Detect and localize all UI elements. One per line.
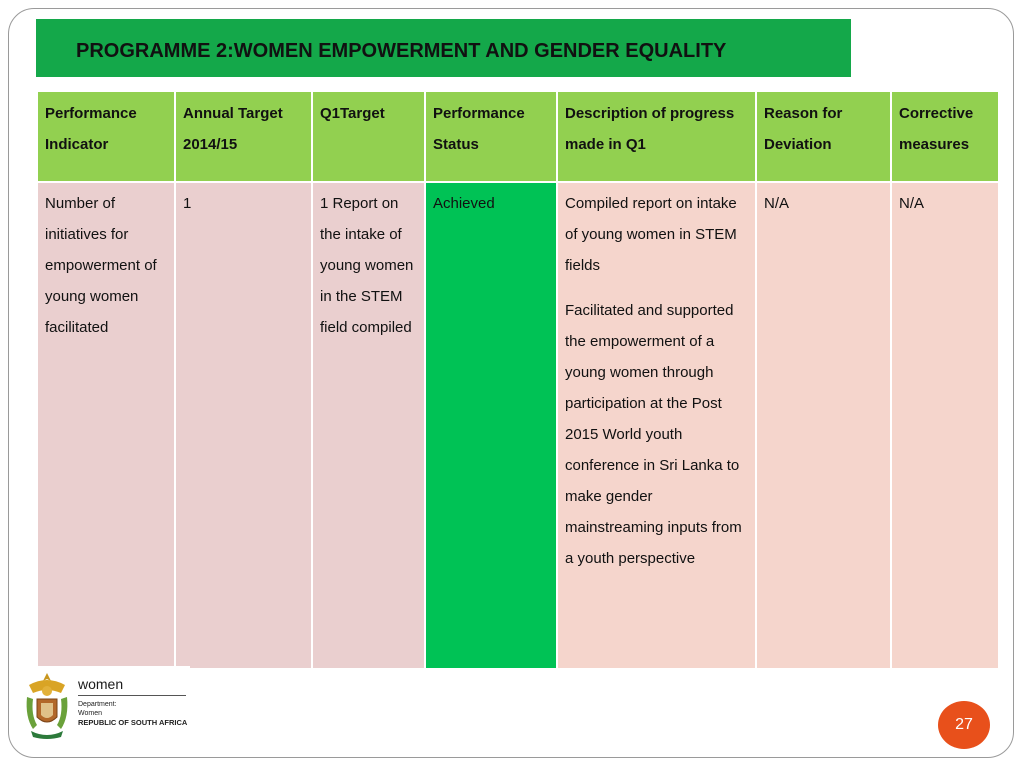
- progress-paragraph-1: Compiled report on intake of young women in STEM fields: [565, 195, 737, 274]
- logo-country: REPUBLIC OF SOUTH AFRICA: [78, 718, 188, 727]
- header-q1-target: Q1Target: [312, 91, 425, 182]
- progress-paragraph-2: Facilitated and supported the empowerment of a young women through participation at the Post 2015 World youth conference in Sri Lanka to make gender mainstreaming inputs from a youth perspective: [565, 302, 742, 567]
- logo-divider: [78, 695, 186, 696]
- cell-corrective-measures: N/A: [891, 182, 999, 669]
- cell-status: Achieved: [425, 182, 557, 669]
- performance-table: [36, 90, 1000, 670]
- department-logo: [18, 666, 190, 748]
- header-corrective-measures: Corrective measures: [891, 91, 999, 182]
- coat-of-arms-icon: [23, 671, 71, 741]
- header-performance-indicator: Performance Indicator: [37, 91, 175, 182]
- header-performance-status: Performance Status: [425, 91, 557, 182]
- table-header-row: [37, 91, 999, 182]
- header-reason-for-deviation: Reason for Deviation: [756, 91, 891, 182]
- cell-indicator: Number of initiatives for empowerment of young women facilitated: [37, 182, 175, 669]
- header-annual-target: Annual Target 2014/15: [175, 91, 312, 182]
- cell-annual-target: 1: [175, 182, 312, 669]
- cell-reason-for-deviation: N/A: [756, 182, 891, 669]
- logo-department-name: Women: [78, 710, 102, 717]
- header-description-of-progress: Description of progress made in Q1: [557, 91, 756, 182]
- slide-title: PROGRAMME 2:WOMEN EMPOWERMENT AND GENDER EQUALITY: [76, 39, 727, 62]
- logo-department-label: Department:: [78, 701, 117, 708]
- page-number-badge: 27: [938, 701, 990, 749]
- logo-wordmark: women: [78, 676, 124, 692]
- cell-progress: [557, 182, 756, 669]
- cell-q1-target: 1 Report on the intake of young women in the STEM field compiled: [312, 182, 425, 669]
- table-row: [37, 182, 999, 669]
- title-band: [36, 19, 851, 77]
